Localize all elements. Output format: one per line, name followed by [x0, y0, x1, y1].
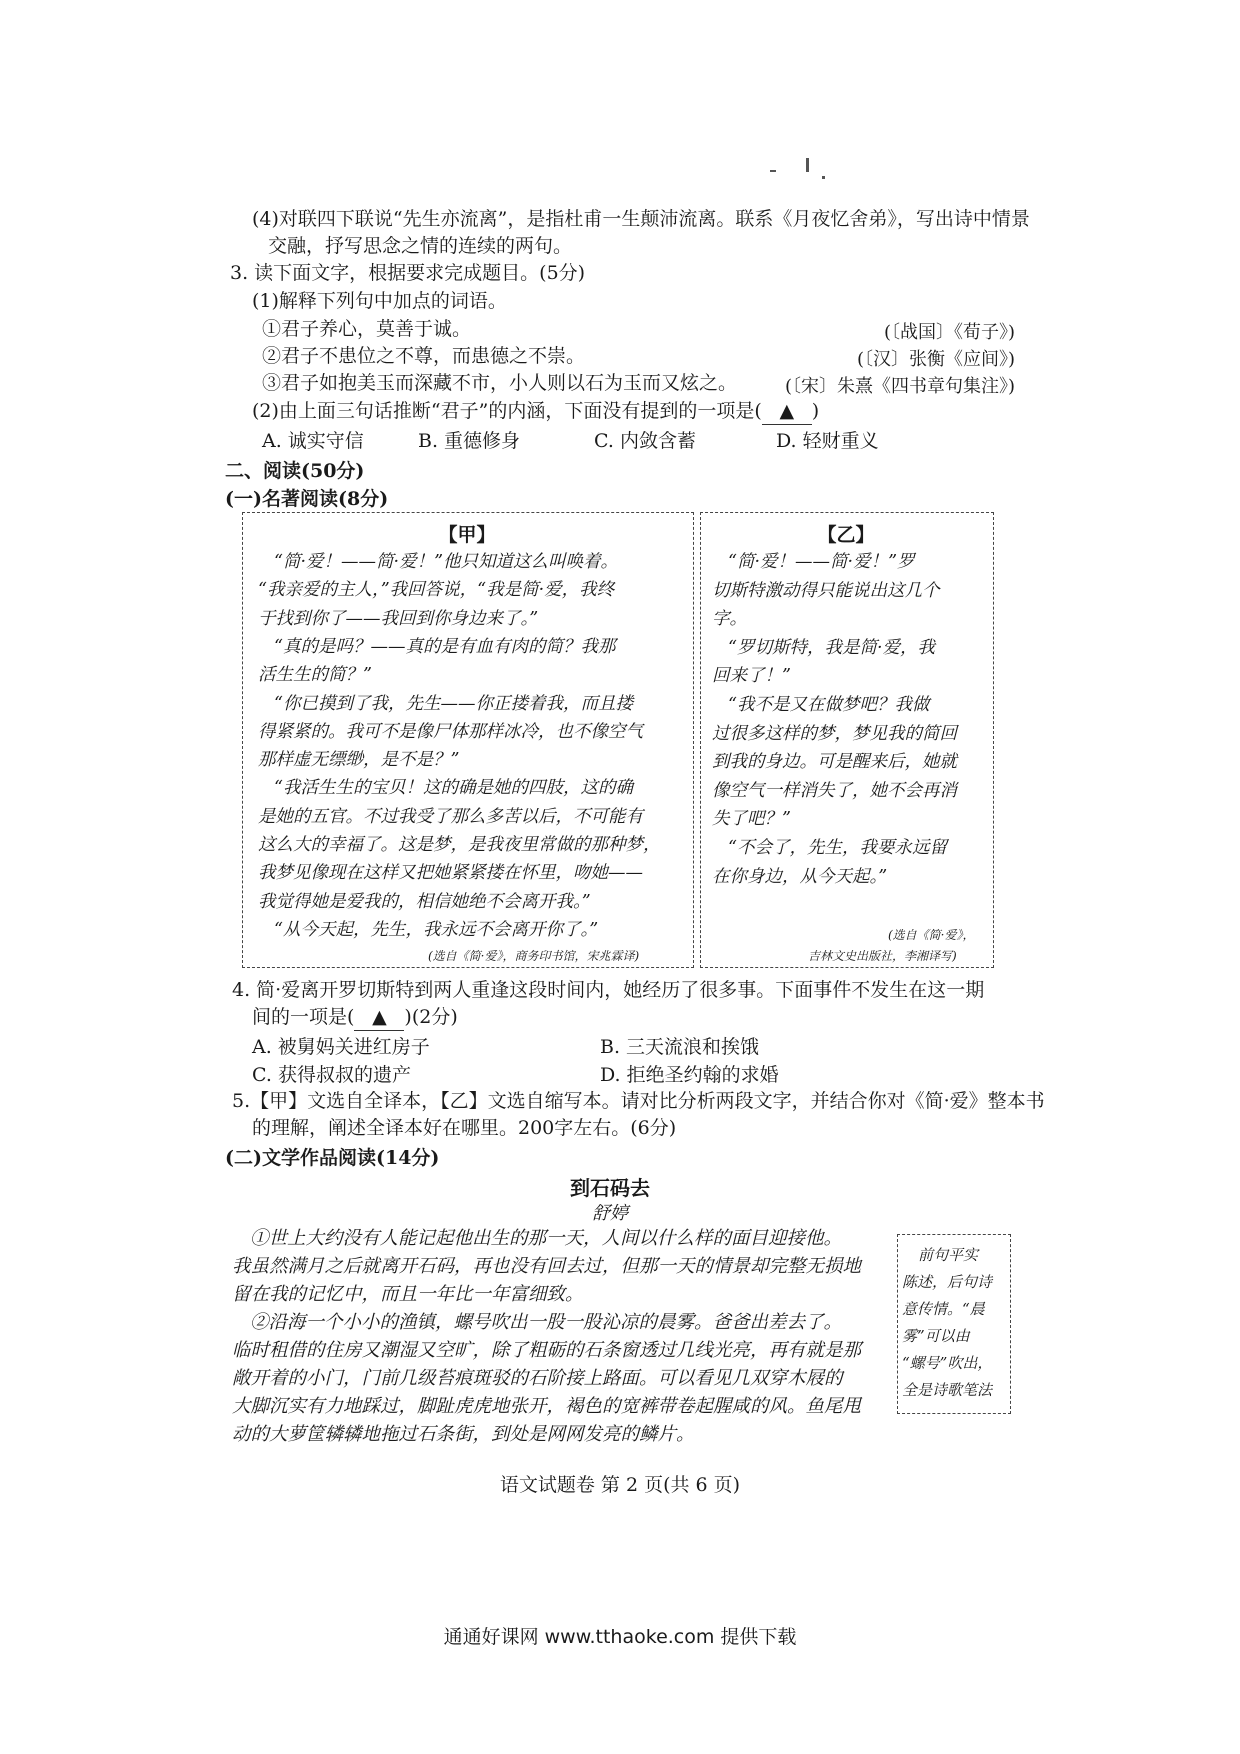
passage-yi-line: 字。 — [712, 609, 747, 630]
margin-note-line: 意传情。“晨 — [902, 1300, 985, 1318]
passage-jia-line: “我亲爱的主人，”我回答说，“我是简·爱，我终 — [258, 580, 615, 601]
q3-option-c[interactable]: C. 内敛含蓄 — [594, 430, 696, 452]
passage-yi-source-2: 吉林文史出版社，李湘译写) — [808, 949, 957, 963]
essay-paragraph-2-line: 动的大萝筐辚辚地拖过石条街，到处是网网发亮的鳞片。 — [232, 1424, 695, 1445]
subsection-heading: (二)文学作品阅读(14分) — [225, 1147, 440, 1169]
margin-note-line: 陈述，后句诗 — [902, 1273, 993, 1291]
scan-speck — [770, 170, 776, 172]
q3-option-d[interactable]: D. 轻财重义 — [776, 430, 879, 452]
passage-jia-line: 我梦见像现在这样又把她紧紧搂在怀里，吻她—— — [258, 863, 643, 884]
essay-paragraph-1-line: 我虽然满月之后就离开石码，再也没有回去过，但那一天的情景却完整无损地 — [232, 1256, 862, 1277]
scan-speck — [806, 158, 809, 172]
q4-option-c[interactable]: C. 获得叔叔的遗产 — [252, 1064, 411, 1086]
essay-paragraph-2-line: 敞开着的小门，门前几级苔痕斑驳的石阶接上路面。可以看见几双穿木屐的 — [232, 1368, 843, 1389]
margin-note-line: 雾”可以由 — [902, 1327, 970, 1345]
q5-line2: 的理解，阐述全译本好在哪里。200字左右。(6分) — [252, 1117, 677, 1139]
essay-paragraph-2-line: 大脚沉实有力地踩过，脚趾虎虎地张开，褐色的宽裤带卷起腥咸的风。鱼尾甩 — [232, 1396, 862, 1417]
passage-jia-line: 活生生的简？” — [258, 665, 372, 686]
passage-yi-line: 在你身边，从今天起。” — [712, 866, 888, 887]
q3-sentence3: ③君子如抱美玉而深藏不市，小人则以石为玉而又炫之。 — [262, 372, 738, 394]
passage-jia-source: (选自《简·爱》，商务印书馆，宋兆霖译) — [428, 949, 640, 963]
essay-paragraph-1-line: 留在我的记忆中，而且一年比一年富细致。 — [232, 1284, 584, 1305]
q3-sentence1: ①君子养心，莫善于诚。 — [262, 318, 472, 340]
essay-author: 舒婷 — [592, 1203, 628, 1224]
passage-yi-heading: 【乙】 — [817, 524, 875, 546]
q5-line1: 5.【甲】文选自全译本，【乙】文选自缩写本。请对比分析两段文字，并结合你对《简·爱》整本书 — [232, 1090, 1045, 1112]
passage-jia-line: “你已摸到了我，先生——你正搂着我，而且搂 — [274, 693, 633, 714]
passage-jia-line: 于找到你了——我回到你身边来了。” — [258, 608, 539, 629]
passage-yi-line: 到我的身边。可是醒来后，她就 — [712, 752, 957, 773]
essay-paragraph-1-line: ①世上大约没有人能记起他出生的那一天，人间以什么样的面目迎接他。 — [250, 1228, 843, 1249]
passage-yi-line: 回来了！” — [712, 666, 791, 687]
download-credit: 通通好课网 www.tthaoke.com 提供下载 — [443, 1626, 797, 1648]
passage-jia-heading: 【甲】 — [438, 524, 496, 546]
q4-line2-close: )(2分) — [404, 1006, 458, 1028]
passage-yi-line: 切斯特激动得只能说出这几个 — [712, 580, 940, 601]
passage-yi-line: “不会了，先生，我要永远留 — [728, 838, 947, 858]
passage-yi-source-1: (选自《简·爱》， — [888, 928, 975, 942]
passage-jia-line: “从今天起，先生，我永远不会离开你了。” — [274, 919, 599, 940]
scan-speck — [822, 176, 825, 179]
essay-paragraph-2-line: ②沿海一个小小的渔镇，螺号吹出一股一股沁凉的晨雾。爸爸出差去了。 — [250, 1312, 843, 1333]
passage-jia-line: 我觉得她是爱我的，相信她绝不会离开我。” — [258, 891, 591, 912]
q3-option-a[interactable]: A. 诚实守信 — [262, 430, 364, 452]
q3-sentence2: ②君子不患位之不尊，而患德之不崇。 — [262, 345, 586, 367]
passage-jia-line: 是她的五官。不过我受了那么多苦以后，不可能有 — [258, 806, 643, 827]
margin-note-line: “螺号”吹出， — [902, 1354, 993, 1372]
q2-4-line2: 交融，抒写思念之情的连续的两句。 — [268, 235, 573, 257]
margin-note-line: 全是诗歌笔法 — [902, 1381, 993, 1399]
passage-yi-line: “简·爱！——简·爱！”罗 — [728, 552, 915, 572]
passage-yi-line: 失了吧？” — [712, 809, 791, 830]
passage-yi-line: 过很多这样的梦，梦见我的简回 — [712, 723, 957, 744]
passage-jia-line: 得紧紧的。我可不是像尸体那样冰冷，也不像空气 — [258, 721, 643, 742]
q4-line2 — [252, 1004, 458, 1031]
passage-jia-line: 那样虚无缥缈，是不是？” — [258, 750, 460, 771]
margin-note-line: 前句平实 — [918, 1246, 979, 1264]
q4-line2-text: 间的一项是( — [252, 1006, 355, 1028]
subsection-heading: (一)名著阅读(8分) — [225, 488, 389, 510]
q3-part2 — [252, 398, 819, 425]
q3-sentence1-source: (〔战国〕《荀子》) — [883, 322, 1015, 343]
q4-option-d[interactable]: D. 拒绝圣约翰的求婚 — [600, 1064, 779, 1086]
page-footer: 语文试题卷 第 2 页(共 6 页) — [499, 1474, 741, 1496]
section-heading: 二、阅读(50分) — [225, 460, 365, 482]
q2-4-line1: (4)对联四下联说“先生亦流离”，是指杜甫一生颠沛流离。联系《月夜忆舍弟》，写出诗中情景 — [252, 208, 1030, 230]
essay-paragraph-2-line: 临时租借的住房又潮湿又空旷，除了粗砺的石条窗透过几线光亮，再有就是那 — [232, 1340, 862, 1361]
passage-yi-line: “我不是又在做梦吧？我做 — [728, 695, 930, 715]
passage-jia-line: 这么大的幸福了。这是梦，是我夜里常做的那种梦， — [258, 835, 661, 855]
q4-option-b[interactable]: B. 三天流浪和挨饿 — [600, 1036, 760, 1058]
q3-part2-close: ) — [811, 400, 820, 422]
answer-blank[interactable]: ▲ — [762, 398, 812, 425]
q4-option-a[interactable]: A. 被舅妈关进红房子 — [252, 1036, 430, 1058]
passage-jia-line: “我活生生的宝贝！这的确是她的四肢，这的确 — [274, 778, 633, 799]
q3-part2-text: (2)由上面三句话推断“君子”的内涵，下面没有提到的一项是( — [252, 400, 762, 422]
passage-yi-line: “罗切斯特，我是简·爱，我 — [728, 637, 936, 658]
passage-jia-line: “简·爱！——简·爱！”他只知道这么叫唤着。 — [274, 552, 619, 572]
answer-blank[interactable]: ▲ — [354, 1004, 404, 1031]
passage-jia-line: “真的是吗？——真的是有血有肉的简？我那 — [274, 636, 616, 657]
q3-sentence3-source: (〔宋〕朱熹《四书章句集注》) — [784, 376, 1015, 397]
q3-part1: (1)解释下列句中加点的词语。 — [252, 290, 507, 312]
q3-sentence2-source: (〔汉〕张衡《应间》) — [856, 349, 1015, 370]
essay-title: 到石码去 — [570, 1176, 650, 1200]
passage-yi-line: 像空气一样消失了，她不会再消 — [712, 780, 957, 801]
q4-line1: 4. 简·爱离开罗切斯特到两人重逢这段时间内，她经历了很多事。下面事件不发生在这一期 — [232, 979, 985, 1001]
q3-option-b[interactable]: B. 重德修身 — [418, 430, 521, 452]
q3-heading: 3. 读下面文字，根据要求完成题目。(5分) — [230, 262, 586, 284]
